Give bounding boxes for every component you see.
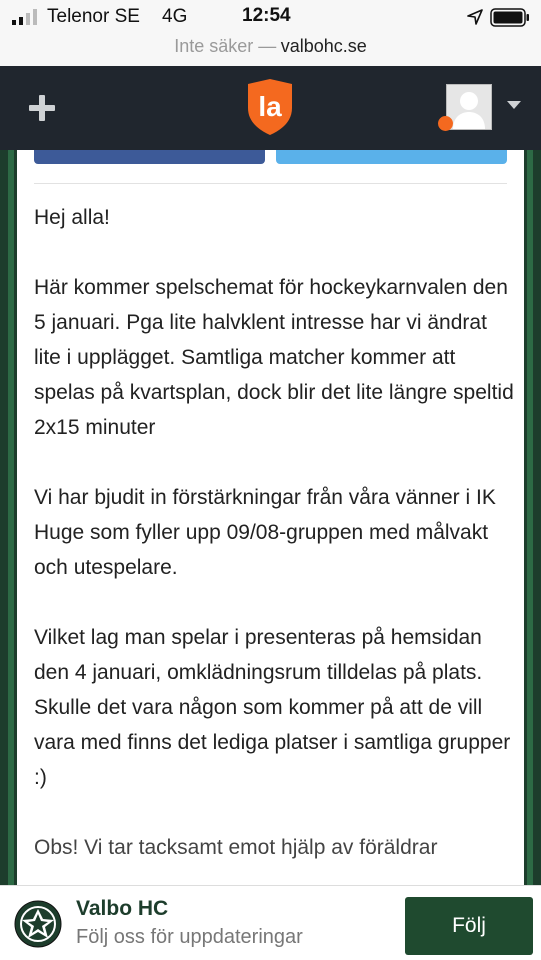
user-silhouette-icon bbox=[447, 85, 491, 129]
plus-icon[interactable] bbox=[28, 94, 56, 122]
club-name: Valbo HC bbox=[76, 897, 169, 920]
battery-icon bbox=[490, 8, 530, 27]
article-body bbox=[34, 200, 514, 890]
valbo-hc-logo-icon bbox=[14, 900, 62, 948]
article-paragraph: Vi har bjudit in förstärkningar från våra vänner i IK Huge som fyller upp 09/08-gruppen med målvakt och utespelare. bbox=[34, 486, 496, 579]
chevron-down-icon[interactable] bbox=[506, 100, 522, 110]
security-label: Inte säker — bbox=[174, 36, 277, 56]
network-type: 4G bbox=[162, 6, 188, 27]
laget-logo-icon[interactable] bbox=[245, 78, 295, 136]
svg-text:la: la bbox=[258, 91, 282, 122]
url-domain: valbohc.se bbox=[280, 36, 367, 56]
follow-subtitle: Följ oss för uppdateringar bbox=[76, 926, 303, 948]
carrier-name: Telenor SE bbox=[47, 6, 140, 27]
frame-stripe-left bbox=[8, 150, 14, 890]
twitter-share-button[interactable] bbox=[276, 150, 507, 164]
divider bbox=[34, 183, 507, 184]
article-paragraph: Obs! Vi tar tacksamt emot hjälp av föräldrar bbox=[34, 836, 438, 859]
facebook-share-button[interactable] bbox=[34, 150, 265, 164]
frame-stripe-right bbox=[527, 150, 533, 890]
app-header bbox=[0, 66, 541, 150]
url-bar[interactable] bbox=[0, 34, 541, 66]
follow-bar bbox=[0, 885, 541, 960]
clock: 12:54 bbox=[242, 5, 291, 26]
article-paragraph: Här kommer spelschemat för hockeykarnvalen den 5 januari. Pga lite halvklent intresse har vi ändrat lite i upplägget. Samtliga matcher kommer att spelas på kvartsplan, dock blir det lite längre speltid 2x15 minuter bbox=[34, 276, 514, 439]
article-paragraph: Hej alla! bbox=[34, 206, 110, 229]
follow-button[interactable]: Följ bbox=[405, 897, 533, 955]
article-paragraph: Vilket lag man spelar i presenteras på hemsidan den 4 januari, omklädningsrum tilldelas på plats. Skulle det vara någon som kommer på att de vill vara med finns det lediga platser i samtliga grupper :) bbox=[34, 626, 511, 789]
status-bar bbox=[0, 0, 541, 34]
notification-dot bbox=[438, 116, 453, 131]
signal-strength-icon bbox=[12, 9, 38, 25]
location-arrow-icon bbox=[467, 9, 483, 25]
